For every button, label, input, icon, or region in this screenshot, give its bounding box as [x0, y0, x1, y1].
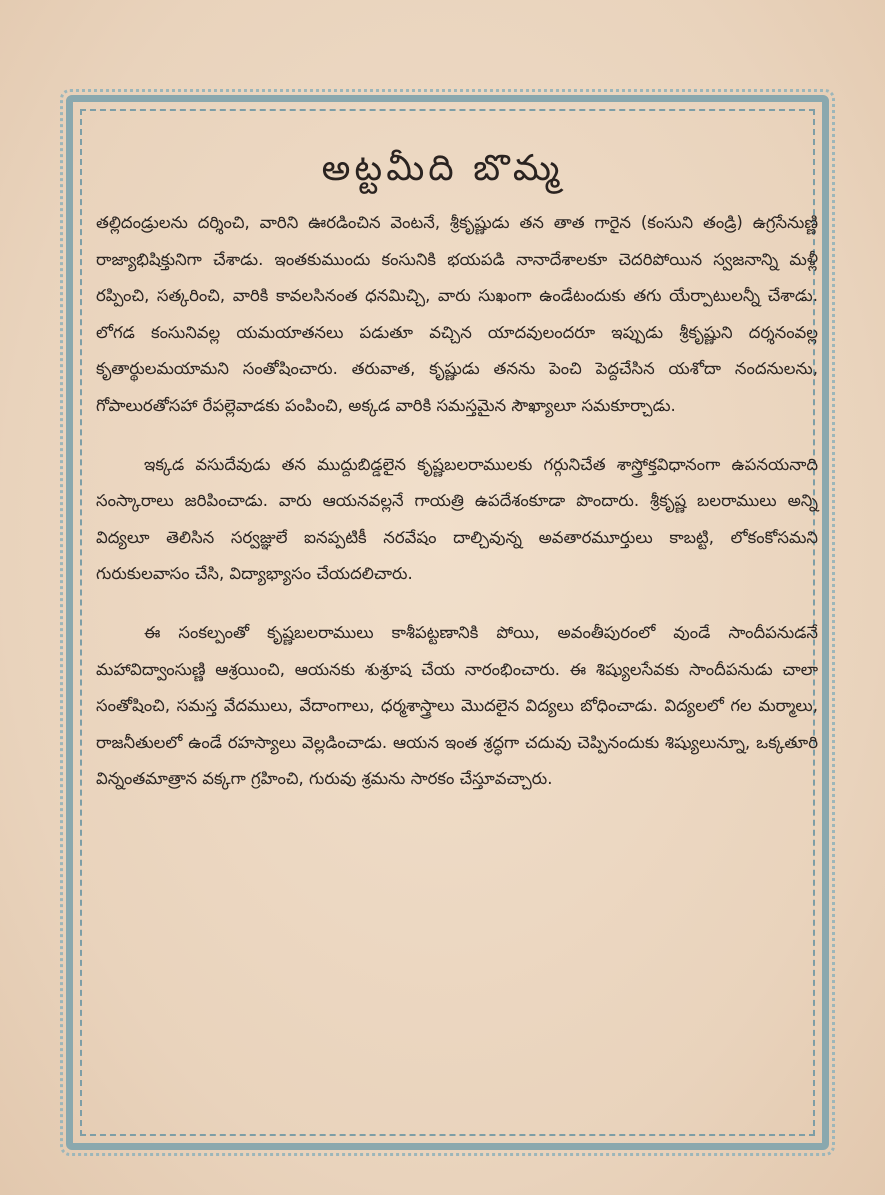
paragraph-1: తల్లిదండ్రులను దర్శించి, వారిని ఊరడించిన వెంటనే, శ్రీకృష్ణుడు తన తాత గారైన (కంసుని తండ్రి) ఉగ్రసేనుణ్ణి రాజ్యాభిషిక్తునిగా చేశాడు. ఇంతకుముందు కంసునికి భయపడి నానాదేశాలకూ చెదరిపోయిన స్వజనాన్ని మళ్లీ రప్పించి, సత్కరించి, వారికి కావలసినంత ధనమిచ్చి, వారు సుఖంగా ఉండేటందుకు తగు యేర్పాటులన్నీ చేశాడు. లోగడ కంసునివల్ల యమయాతనలు పడుతూ వచ్చిన యాదవులందరూ ఇప్పుడు శ్రీకృష్ణుని దర్శనంవల్ల కృతార్థులమయామని సంతోషించారు. తరువాత, కృష్ణుడు తనను పెంచి పెద్దచేసిన యశోదా నందనులను, గోపాలురతోసహా రేపల్లెవాడకు పంపించి, అక్కడ వారికి సమస్తమైన సౌఖ్యాలూ సమకూర్చాడు. — [96, 213, 818, 415]
page-title: అట్టమీది బొమ్మ — [321, 148, 564, 189]
paragraph-2: ఇక్కడ వసుదేవుడు తన ముద్దుబిడ్డలైన కృష్ణబలరాములకు గర్గునిచేత శాస్త్రోక్తవిధానంగా ఉపనయనాది సంస్కారాలు జరిపించాడు. వారు ఆయనవల్లనే గాయత్రి ఉపదేశంకూడా పొందారు. శ్రీకృష్ణ బలరాములు అన్ని విద్యలూ తెలిసిన సర్వజ్ఞులే ఐనప్పటికీ నరవేషం దాల్చివున్న అవతారమూర్తులు కాబట్టి, లోకంకోసమని గురుకులవాసం చేసి, విద్యాభ్యాసం చేయదలిచారు. — [96, 454, 818, 584]
paragraph-3: ఈ సంకల్పంతో కృష్ణబలరాములు కాశీపట్టణానికి పోయి, అవంతీపురంలో వుండే సాందీపనుడనే మహావిద్వాంసుణ్ణి ఆశ్రయించి, ఆయనకు శుశ్రూష చేయ నారంభించారు. ఈ శిష్యులసేవకు సాందీపనుడు చాలా సంతోషించి, సమస్త వేదములు, వేదాంగాలు, ధర్మశాస్త్రాలు మొదలైన విద్యలు బోధించాడు. విద్యలలో గల మర్మాలు, రాజనీతులలో ఉండే రహస్యాలు వెల్లడించాడు. ఆయన ఇంత శ్రద్ధగా చదువు చెప్పినందుకు శిష్యులున్నూ, ఒక్కతూరి విన్నంతమాత్రాన వక్కగా గ్రహించి, గురువు శ్రమను సారకం చేస్తూవచ్చారు. — [96, 622, 818, 789]
story-body — [96, 205, 818, 798]
